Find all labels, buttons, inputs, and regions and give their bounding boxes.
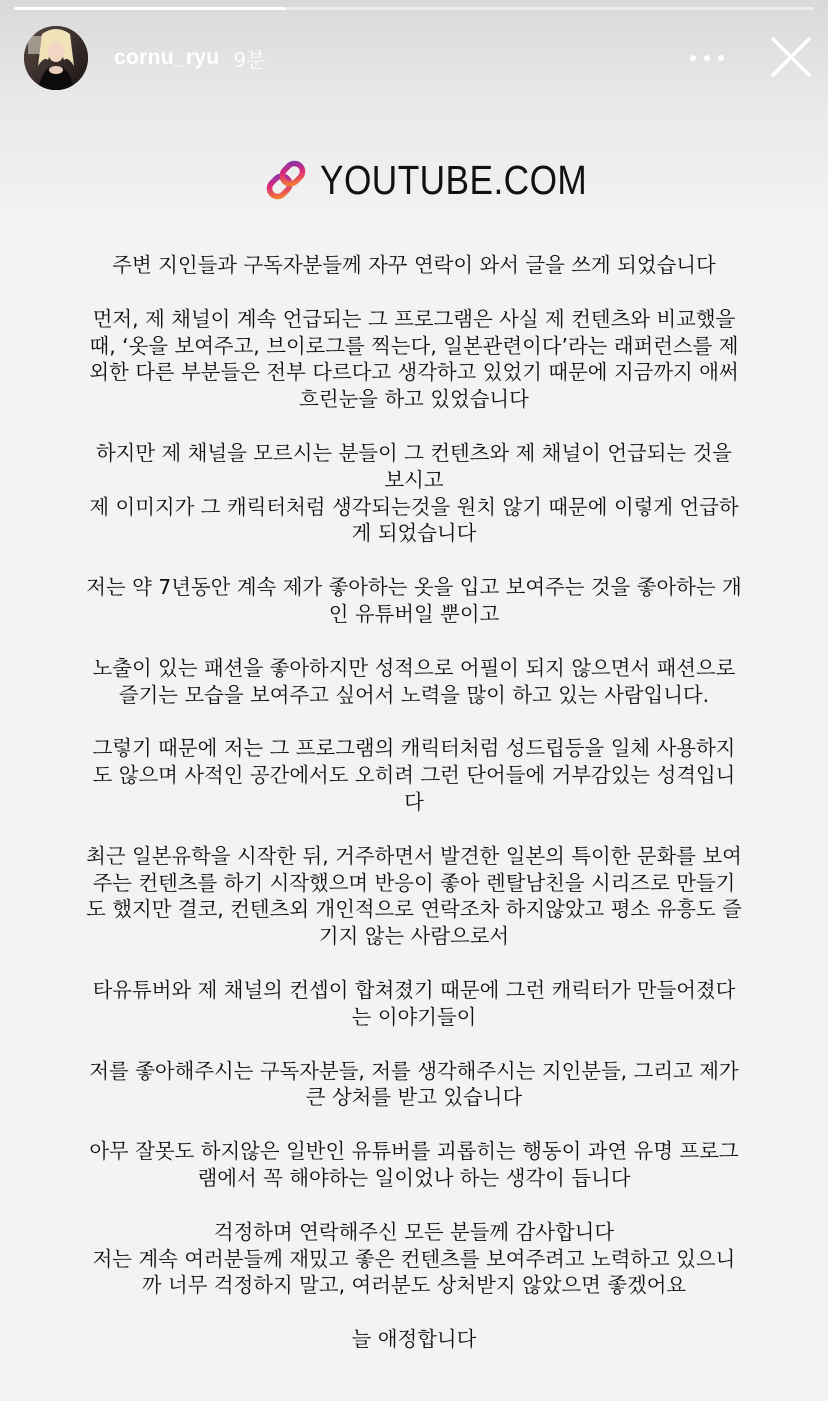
text-line: 흐린눈을 하고 있었습니다 (299, 387, 529, 412)
story-progress-bar (14, 7, 814, 10)
text-paragraph (70, 843, 758, 950)
text-line: 다 (404, 789, 424, 814)
text-line: 저를 좋아해주시는 구독자분들, 저를 생각해주시는 지인분들, 그리고 제가 (89, 1058, 739, 1083)
text-line: 걱정하며 연락해주신 모든 분들께 감사합니다 (213, 1219, 615, 1244)
text-line: 즐기는 모습을 보여주고 싶어서 노력을 많이 하고 있는 사람입니다. (118, 682, 710, 707)
link-sticker-text: YOUTUBE.COM (320, 156, 588, 203)
text-line: 인 유튜버일 뿐이고 (328, 601, 500, 626)
text-line: 먼저, 제 채널이 계속 언급되는 그 프로그램은 사실 제 컨텐츠와 비교했을 (92, 306, 736, 331)
story-header (24, 26, 814, 90)
more-horizontal-icon (690, 55, 696, 61)
text-line: 큰 상처를 받고 있습니다 (305, 1085, 523, 1110)
text-line: 타유튜버와 제 채널의 컨셉이 합쳐졌기 때문에 그런 캐릭터가 만들어졌다 (92, 977, 736, 1002)
text-paragraph (70, 1326, 758, 1353)
text-line: 아무 잘못도 하지않은 일반인 유튜버를 괴롭히는 행동이 과연 유명 프로그 (89, 1139, 739, 1164)
text-paragraph (70, 574, 758, 628)
text-paragraph (70, 1058, 758, 1112)
story-text (70, 252, 758, 1380)
text-paragraph (70, 977, 758, 1031)
text-line: 외한 다른 부분들은 전부 다르다고 생각하고 있었기 때문에 지금까지 애써 (89, 360, 739, 385)
close-icon (768, 34, 814, 80)
text-line: 도 했지만 결코, 컨텐츠외 개인적으로 연락조차 하지않았고 평소 유흥도 즐 (86, 897, 742, 922)
text-line: 주는 컨텐츠를 하기 시작했으며 반응이 좋아 렌탈남친을 시리즈로 만들기 (92, 870, 736, 895)
text-paragraph (70, 440, 758, 547)
text-line: 도 않으며 사적인 공간에서도 오히려 그런 단어들에 거부감있는 성격입니 (92, 763, 736, 788)
more-options-button[interactable] (690, 44, 724, 72)
story-progress-fill (14, 7, 286, 10)
text-line: 보시고 (384, 467, 444, 492)
text-paragraph (70, 1138, 758, 1192)
close-button[interactable] (768, 34, 814, 80)
text-line: 램에서 꼭 해야하는 일이었나 하는 생각이 듭니다 (197, 1165, 631, 1190)
text-line: 저는 계속 여러분들께 재밌고 좋은 컨텐츠를 보여주려고 노력하고 있으니 (92, 1246, 736, 1271)
text-line: 까 너무 걱정하지 말고, 여러분도 상처받지 않았으면 좋겠어요 (141, 1273, 687, 1298)
text-line: 때, ‘옷을 보여주고, 브이로그를 찍는다, 일본관련이다’라는 래퍼런스를 제 (89, 333, 739, 358)
username[interactable]: cornu_ryu (114, 46, 220, 69)
link-sticker[interactable] (262, 150, 631, 210)
text-line: 최근 일본유학을 시작한 뒤, 거주하면서 발견한 일본의 특이한 문화를 보여 (86, 843, 742, 868)
text-paragraph (70, 252, 758, 279)
text-line: 저는 약 7년동안 계속 제가 좋아하는 옷을 입고 보여주는 것을 좋아하는 개 (86, 575, 742, 600)
text-paragraph (70, 735, 758, 815)
text-line: 늘 애정합니다 (351, 1327, 477, 1352)
avatar[interactable] (24, 26, 88, 90)
text-line: 주변 지인들과 구독자분들께 자꾸 연락이 와서 글을 쓰게 되었습니다 (112, 253, 716, 277)
post-time: 9분 (233, 47, 266, 72)
text-paragraph (70, 655, 758, 709)
text-line: 는 이야기들이 (351, 1004, 477, 1029)
text-line: 하지만 제 채널을 모르시는 분들이 그 컨텐츠와 제 채널이 언급되는 것을 (95, 440, 733, 465)
text-line: 그렇기 때문에 저는 그 프로그램의 캐릭터처럼 성드립등을 일체 사용하지 (92, 736, 736, 761)
link-icon (262, 156, 310, 204)
text-paragraph (70, 306, 758, 413)
text-line: 게 되었습니다 (351, 521, 477, 546)
text-line: 제 이미지가 그 캐릭터처럼 생각되는것을 원치 않기 때문에 이렇게 언급하 (89, 494, 739, 519)
text-line: 기지 않는 사람으로서 (318, 924, 510, 949)
text-paragraph (70, 1219, 758, 1299)
text-line: 노출이 있는 패션을 좋아하지만 성적으로 어필이 되지 않으면서 패션으로 (92, 655, 736, 680)
